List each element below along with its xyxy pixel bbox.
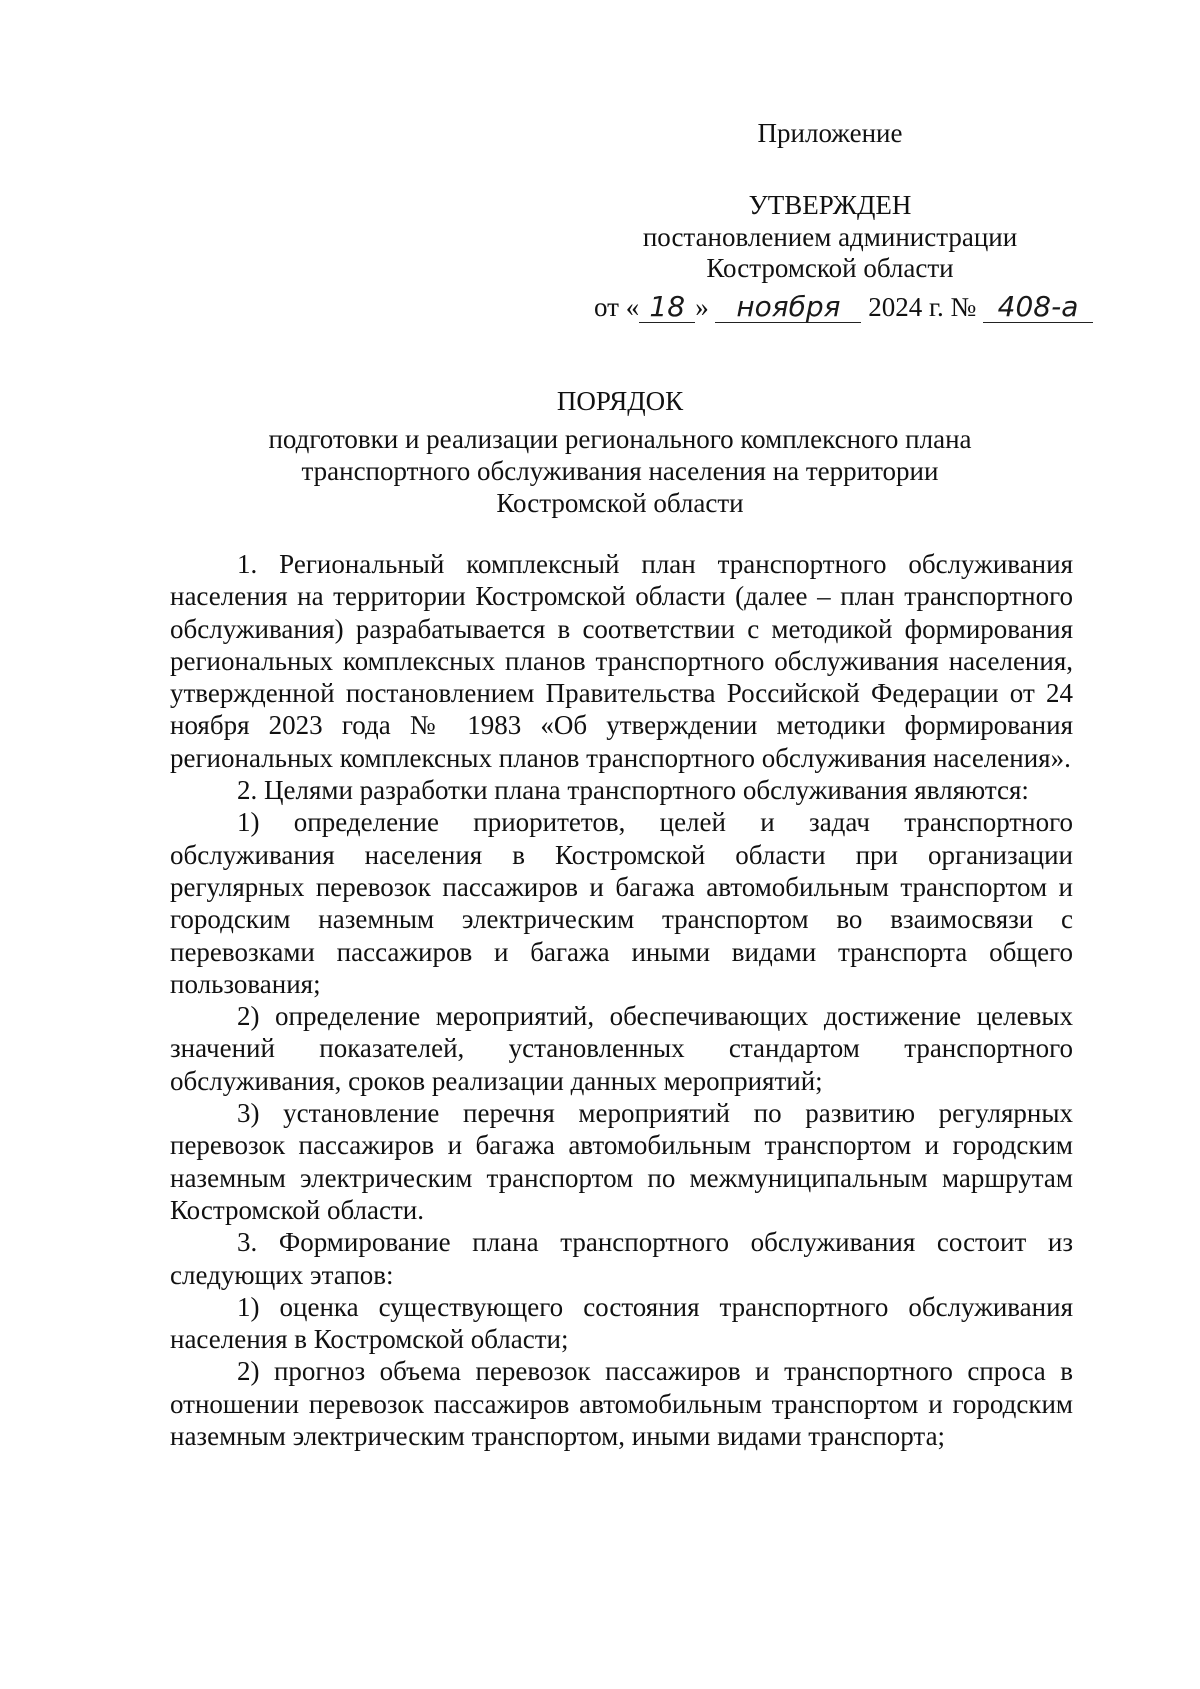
appendix-label: Приложение [757, 118, 903, 148]
title-line-2: транспортного обслуживания населения на территории [301, 456, 939, 486]
paragraph-2-item-1: 1) определение приоритетов, целей и задач транспортного обслуживания населения в Костромской области при организации регулярных перевозок пассажиров и багажа автомобильным транспортом и городским наземным электрическим транспортом во взаимосвязи с перевозками пассажиров и багажа иными видами транспорта общего пользования; [170, 807, 1073, 999]
handwritten-day: 18 [639, 291, 695, 323]
document-body [170, 548, 1073, 1452]
paragraph-2-item-2: 2) определение мероприятий, обеспечивающих достижение целевых значений показателей, установленных стандартом транспортного обслуживания, сроков реализации данных мероприятий; [170, 1001, 1073, 1096]
paragraph-3-item-2: 2) прогноз объема перевозок пассажиров и транспортного спроса в отношении перевозок пассажиров автомобильным транспортом и городским наземным электрическим транспортом, иными видами транспорта; [170, 1356, 1073, 1452]
paragraph-1: 1. Региональный комплексный план транспортного обслуживания населения на территории Костромской области (далее – план транспортного обслуживания) разрабатывается в соответствии с методикой формирования региональных комплексных планов транспортного обслуживания населения, утвержденной постановлением Правительства Российской Федерации от 24 ноября 2023 года № 1983 «Об утверждении методики формирования региональных комплексных планов транспортного обслуживания населения». [170, 549, 1073, 773]
approved-heading: УТВЕРЖДЕН [748, 190, 912, 220]
approved-by-line-2: Костромской области [706, 253, 954, 283]
paragraph-2: 2. Целями разработки плана транспортного обслуживания являются: [237, 775, 1029, 806]
date-prefix: от « [594, 292, 640, 322]
title-line-3: Костромской области [496, 488, 744, 518]
paragraph-3: 3. Формирование плана транспортного обслуживания состоит из следующих этапов: [170, 1227, 1073, 1290]
date-year-number-label: 2024 г. № [868, 292, 977, 322]
title-line-1: подготовки и реализации регионального комплексного плана [268, 424, 972, 454]
paragraph-2-item-3: 3) установление перечня мероприятий по развитию регулярных перевозок пассажиров и багажа автомобильным транспортом и городским наземным электрическим транспортом по межмуниципальным маршрутам Костромской области. [170, 1098, 1073, 1225]
handwritten-doc-number: 408-а [983, 291, 1093, 323]
date-quote-close: » [695, 292, 709, 322]
handwritten-month: ноября [715, 291, 861, 323]
document-title: ПОРЯДОК [556, 386, 684, 416]
paragraph-3-item-1: 1) оценка существующего состояния транспортного обслуживания населения в Костромской области; [170, 1291, 1073, 1355]
decree-date-line [594, 291, 1093, 323]
approved-by-line-1: постановлением администрации [642, 222, 1018, 252]
